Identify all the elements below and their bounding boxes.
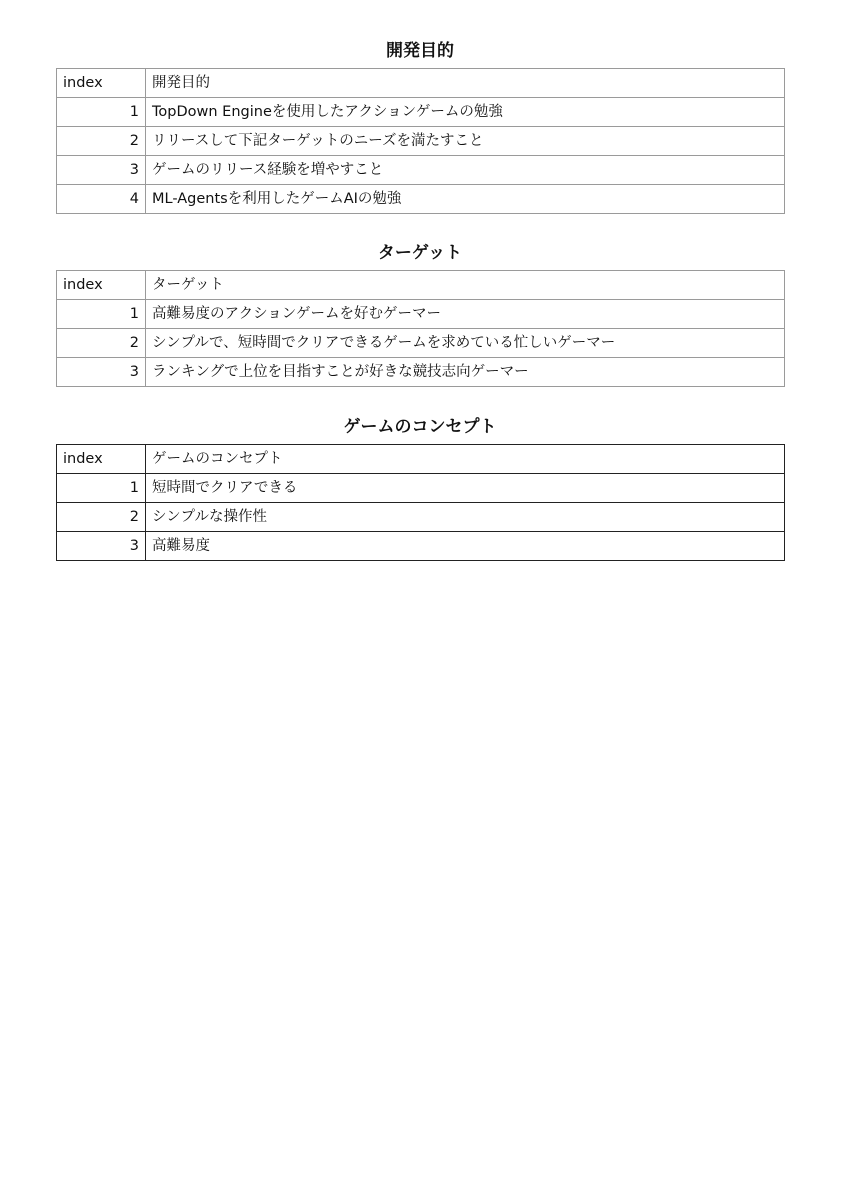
header-label: ターゲット — [146, 271, 785, 300]
row-text: ゲームのリリース経験を増やすこと — [146, 156, 785, 185]
table-row — [57, 532, 785, 561]
section-target — [56, 242, 784, 387]
purpose-table — [56, 68, 785, 214]
row-index: 2 — [57, 503, 146, 532]
header-index: index — [57, 445, 146, 474]
table-header-row — [57, 445, 785, 474]
header-label: 開発目的 — [146, 69, 785, 98]
header-index: index — [57, 271, 146, 300]
row-text: TopDown Engineを使用したアクションゲームの勉強 — [146, 98, 785, 127]
table-row — [57, 474, 785, 503]
row-index: 2 — [57, 127, 146, 156]
row-index: 3 — [57, 358, 146, 387]
table-row — [57, 300, 785, 329]
table-row — [57, 185, 785, 214]
table-row — [57, 98, 785, 127]
header-index: index — [57, 69, 146, 98]
row-text: ML-Agentsを利用したゲームAIの勉強 — [146, 185, 785, 214]
row-text: ランキングで上位を目指すことが好きな競技志向ゲーマー — [146, 358, 785, 387]
row-index: 1 — [57, 98, 146, 127]
table-row — [57, 127, 785, 156]
row-text: シンプルな操作性 — [146, 503, 785, 532]
row-text: 高難易度のアクションゲームを好むゲーマー — [146, 300, 785, 329]
target-table — [56, 270, 785, 387]
table-header-row — [57, 271, 785, 300]
section-title: ターゲット — [377, 243, 463, 263]
row-text: 短時間でクリアできる — [146, 474, 785, 503]
section-game-concept — [56, 416, 784, 561]
table-row — [57, 156, 785, 185]
table-row — [57, 358, 785, 387]
header-label: ゲームのコンセプト — [146, 445, 785, 474]
row-index: 1 — [57, 300, 146, 329]
table-row — [57, 503, 785, 532]
row-index: 4 — [57, 185, 146, 214]
row-index: 3 — [57, 156, 146, 185]
row-text: 高難易度 — [146, 532, 785, 561]
section-title: ゲームのコンセプト — [343, 417, 497, 437]
row-index: 3 — [57, 532, 146, 561]
section-title: 開発目的 — [386, 41, 454, 61]
table-header-row — [57, 69, 785, 98]
row-index: 1 — [57, 474, 146, 503]
row-index: 2 — [57, 329, 146, 358]
table-row — [57, 329, 785, 358]
section-development-purpose — [56, 40, 784, 214]
concept-table — [56, 444, 785, 561]
row-text: シンプルで、短時間でクリアできるゲームを求めている忙しいゲーマー — [146, 329, 785, 358]
row-text: リリースして下記ターゲットのニーズを満たすこと — [146, 127, 785, 156]
